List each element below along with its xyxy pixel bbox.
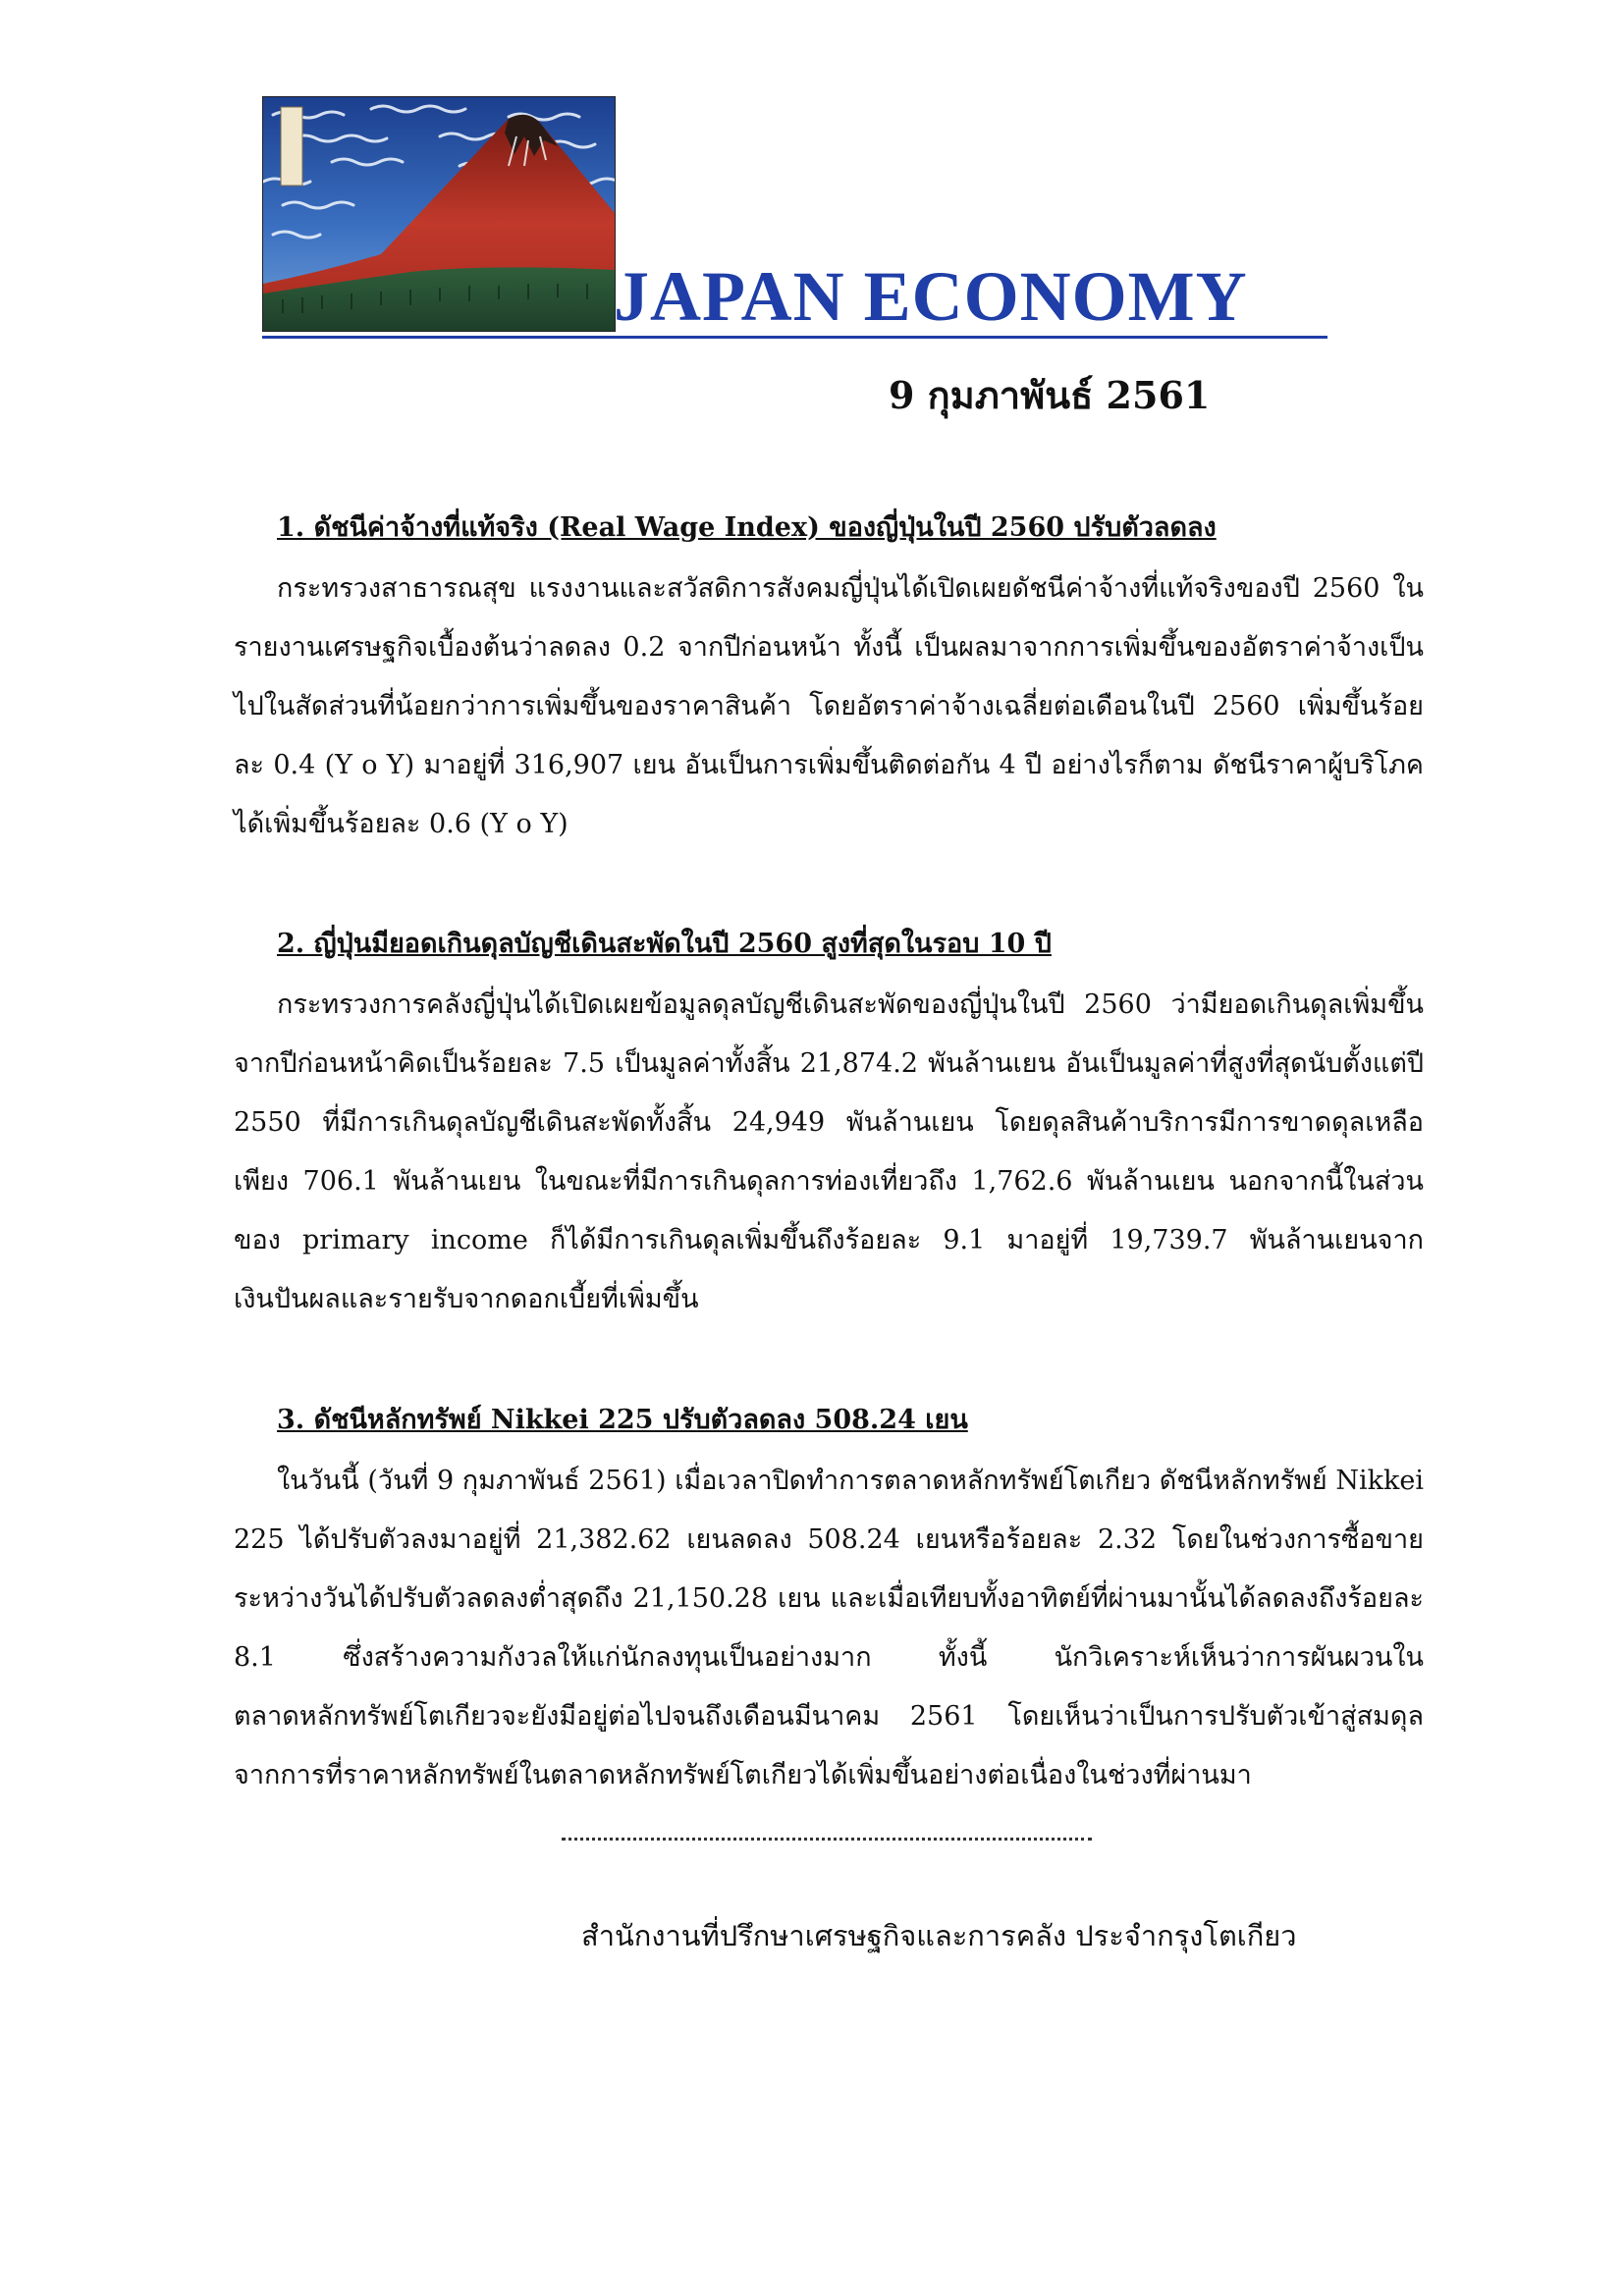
title-underline <box>262 336 1327 339</box>
news-item-3 <box>234 1401 1424 1805</box>
news-item-1 <box>234 508 1424 854</box>
news-item-body: ในวันนี้ (วันที่ 9 กุมภาพันธ์ 2561) เมื่อเวลาปิดทำการตลาดหลักทรัพย์โตเกียว ดัชนีหลักทรัพย์ Nikkei 225 ได้ปรับตัวลงมาอยู่ที่ 21,382.62 เยนลดลง 508.24 เยนหรือร้อยละ 2.32 โดยในช่วงการซื้อขายระหว่างวันได้ปรับตัวลดลงต่ำสุดถึง 21,150.28 เยน และเมื่อเทียบทั้งอาทิตย์ที่ผ่านมานั้นได้ลดลงถึงร้อยละ 8.1 ซึ่งสร้างความกังวลให้แก่นักลงทุนเป็นอย่างมาก ทั้งนี้ นักวิเคราะห์เห็นว่าการผันผวนในตลาดหลักทรัพย์โตเกียวจะยังมีอยู่ต่อไปจนถึงเดือนมีนาคม 2561 โดยเห็นว่าเป็นการปรับตัวเข้าสู่สมดุลจากการที่ราคาหลักทรัพย์ในตลาดหลักทรัพย์โตเกียวได้เพิ่มขึ้นอย่างต่อเนื่องในช่วงที่ผ่านมา <box>234 1466 1424 1790</box>
dotted-separator <box>562 1838 1092 1841</box>
news-item-body: กระทรวงการคลังญี่ปุ่นได้เปิดเผยข้อมูลดุลบัญชีเดินสะพัดของญี่ปุ่นในปี 2560 ว่ามียอดเกินดุลเพิ่มขึ้นจากปีก่อนหน้าคิดเป็นร้อยละ 7.5 เป็นมูลค่าทั้งสิ้น 21,874.2 พันล้านเยน อันเป็นมูลค่าที่สูงที่สุดนับตั้งแต่ปี 2550 ที่มีการเกินดุลบัญชีเดินสะพัดทั้งสิ้น 24,949 พันล้านเยน โดยดุลสินค้าบริการมีการขาดดุลเหลือเพียง 706.1 พันล้านเยน ในขณะที่มีการเกินดุลการท่องเที่ยวถึง 1,762.6 พันล้านเยน นอกจากนี้ในส่วนของ primary income ก็ได้มีการเกินดุลเพิ่มขึ้นถึงร้อยละ 9.1 มาอยู่ที่ 19,739.7 พันล้านเยนจากเงินปันผลและรายรับจากดอกเบี้ยที่เพิ่มขึ้น <box>234 989 1424 1314</box>
news-item-heading: 3. ดัชนีหลักทรัพย์ Nikkei 225 ปรับตัวลดลง 508.24 เยน <box>277 1405 968 1435</box>
document-date: 9 กุมภาพันธ์ 2561 <box>889 373 1211 417</box>
office-signature: สำนักงานที่ปรึกษาเศรษฐกิจและการคลัง ประจำกรุงโตเกียว <box>581 1919 1297 1952</box>
mount-fuji-print-icon <box>262 96 616 332</box>
news-item-body: กระทรวงสาธารณสุข แรงงานและสวัสดิการสังคมญี่ปุ่นได้เปิดเผยดัชนีค่าจ้างที่แท้จริงของปี 2560 ในรายงานเศรษฐกิจเบื้องต้นว่าลดลง 0.2 จากปีก่อนหน้า ทั้งนี้ เป็นผลมาจากการเพิ่มขึ้นของอัตราค่าจ้างเป็นไปในสัดส่วนที่น้อยกว่าการเพิ่มขึ้นของราคาสินค้า โดยอัตราค่าจ้างเฉลี่ยต่อเดือนในปี 2560 เพิ่มขึ้นร้อยละ 0.4 (Y o Y) มาอยู่ที่ 316,907 เยน อันเป็นการเพิ่มขึ้นติดต่อกัน 4 ปี อย่างไรก็ตาม ดัชนีราคาผู้บริโภคได้เพิ่มขึ้นร้อยละ 0.6 (Y o Y) <box>234 573 1424 839</box>
news-item-heading: 1. ดัชนีค่าจ้างที่แท้จริง (Real Wage Index) ของญี่ปุ่นในปี 2560 ปรับตัวลดลง <box>277 512 1217 543</box>
news-item-2 <box>234 925 1424 1329</box>
news-item-heading: 2. ญี่ปุ่นมียอดเกินดุลบัญชีเดินสะพัดในปี 2560 สูงที่สุดในรอบ 10 ปี <box>277 929 1052 959</box>
document-title: JAPAN ECONOMY <box>614 257 1248 336</box>
